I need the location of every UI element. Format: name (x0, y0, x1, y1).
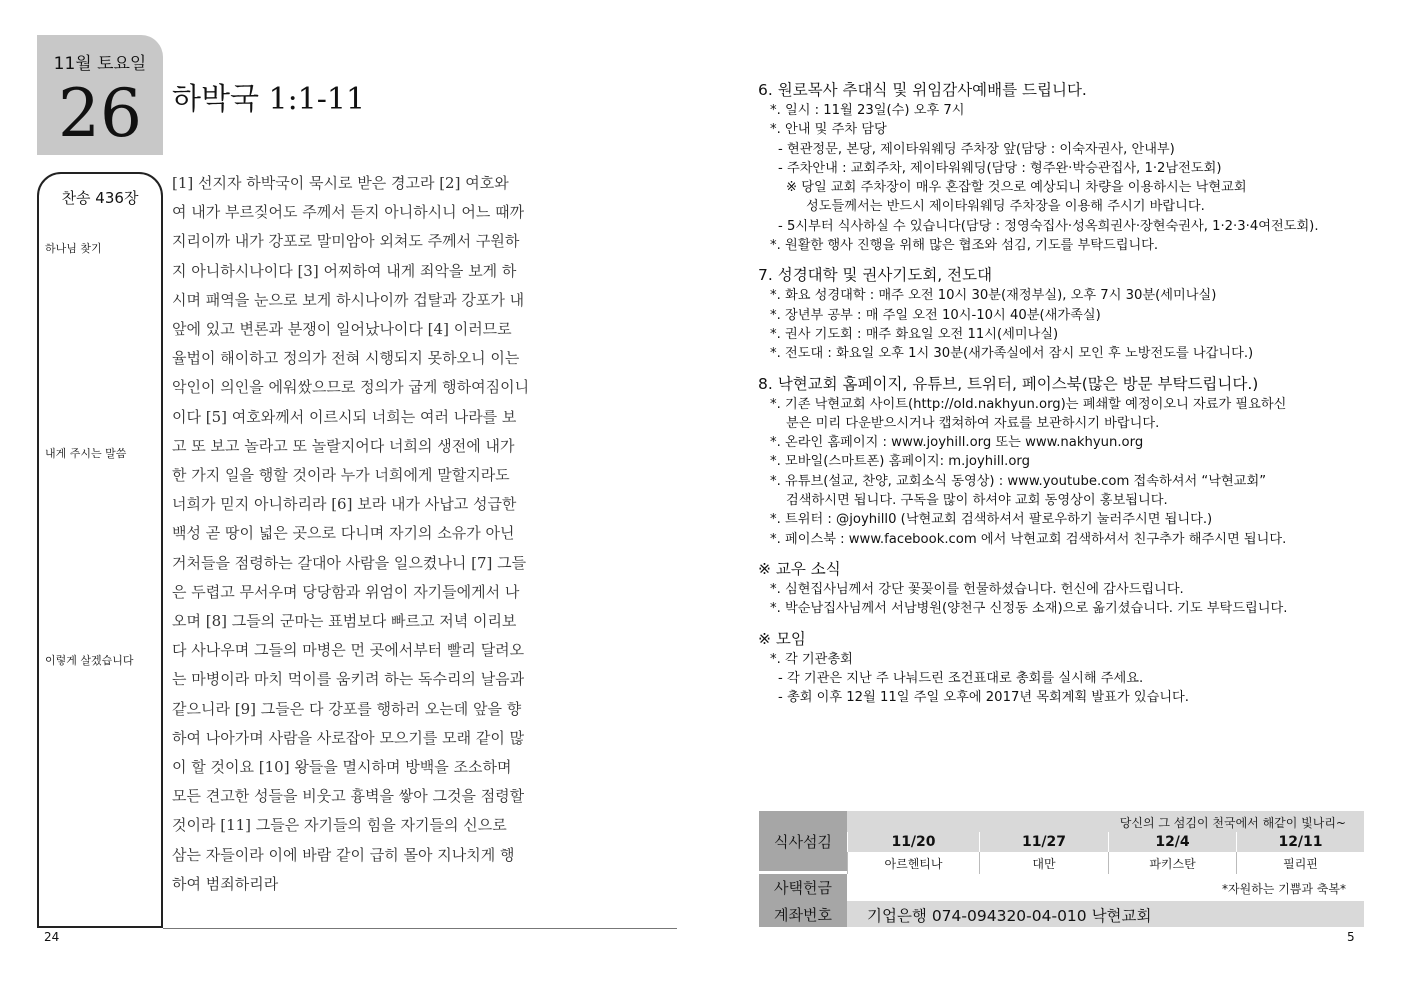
page-number-left: 24 (44, 930, 60, 944)
announcement-line: ※ 당일 교회 주차장이 매우 혼잡할 것으로 예상되니 차량을 이용하시는 낙현교회 (786, 180, 1247, 196)
date-cell: 12/11 (1236, 832, 1364, 852)
announcement-section (758, 80, 1368, 255)
announcement-line: *. 온라인 홈페이지 : www.joyhill.org 또는 www.nakhyun.org (770, 435, 1144, 451)
date-month: 11월 토요일 (53, 54, 147, 74)
scripture-line: 지 아니하시나이다 [3] 어찌하여 내게 죄악을 보게 하 (172, 261, 517, 280)
scripture-line: 너희가 믿지 아니하리라 [6] 보라 내가 사납고 성급한 (172, 495, 517, 514)
section-heading: 7. 성경대학 및 권사기도회, 전도대 (758, 266, 993, 285)
date-day: 26 (58, 75, 142, 152)
scripture-line: 고 또 보고 놀라고 또 놀랄지어다 너희의 생전에 내가 (172, 436, 515, 455)
scripture-line: 악인이 의인을 에워쌌으므로 정의가 굽게 행하여짐이니 (172, 378, 530, 397)
account-label: 계좌번호 (759, 901, 847, 927)
section-how-to-live: 이렇게 살겠습니다 (45, 654, 134, 667)
date-cell: 11/20 (847, 832, 979, 852)
account-number: 기업은행 074-094320-04-010 낙현교회 (867, 907, 1152, 925)
announcement-line: 분은 미리 다운받으시거나 캡쳐하여 자료를 보관하시기 바랍니다. (786, 415, 1160, 431)
offering-row (847, 874, 1364, 901)
scripture-line: 앞에 있고 변론과 분쟁이 일어났나이다 [4] 이러므로 (172, 320, 512, 339)
scripture-line: [1] 선지자 하박국이 묵시로 받은 경고라 [2] 여호와 (172, 174, 509, 192)
announcement-line: *. 박순남집사님께서 서남병원(양천구 신정동 소재)으로 옮기셨습니다. 기도 부탁드립니다. (770, 601, 1288, 617)
scripture-line: 이다 [5] 여호와께서 이르시되 너희는 여러 나라를 보 (172, 407, 517, 426)
meal-service-table (759, 811, 1364, 927)
scripture-line: 삼는 자들이라 이에 바람 같이 급히 몰아 지나치게 행 (172, 845, 515, 864)
announcement-line: *. 원활한 행사 진행을 위해 많은 협조와 섬김, 기도를 부탁드립니다. (770, 238, 1159, 254)
country-cell: 필리핀 (1236, 852, 1364, 874)
announcement-line: - 주차안내 : 교회주차, 제이타워웨딩(담당 : 형주완·박승관집사, 1·2남전도회) (778, 160, 1222, 176)
announcement-line: 검색하시면 됩니다. 구독을 많이 하셔야 교회 동영상이 홍보됩니다. (786, 493, 1168, 509)
announcement-section (758, 559, 1368, 619)
account-row (847, 901, 1364, 927)
meal-label: 식사섬김 (759, 811, 847, 871)
scripture-line: 율법이 해이하고 정의가 전혀 시행되지 못하오니 이는 (172, 349, 520, 368)
announcement-line: *. 안내 및 주차 담당 (770, 122, 887, 138)
scripture-line: 백성 곧 땅이 넓은 곳으로 다니며 자기의 소유가 아닌 (172, 524, 515, 543)
scripture-line: 한 가지 일을 행할 것이라 누가 너희에게 말할지라도 (172, 466, 510, 485)
date-cell: 11/27 (979, 832, 1108, 852)
scripture-line: 여 내가 부르짖어도 주께서 듣지 아니하시니 어느 때까 (172, 203, 525, 222)
announcement-line: *. 일시 : 11월 23일(수) 오후 7시 (770, 103, 965, 118)
section-word-for-me: 내게 주시는 말씀 (45, 447, 127, 460)
scripture-line: 거처들을 점령하는 갈대아 사람을 일으켰나니 [7] 그들 (172, 553, 527, 572)
announcement-section (758, 374, 1368, 549)
announcement-line: *. 트위터 : @joyhill0 (낙현교회 검색하셔서 팔로우하기 눌러주시면 됩니다.) (770, 512, 1213, 528)
page-number-right: 5 (1347, 930, 1355, 944)
scripture-line: 다 사나우며 그들의 마병은 먼 곳에서부터 빨리 달려오 (172, 641, 525, 660)
meal-caption: 당신의 그 섬김이 천국에서 해같이 빛나리~ (1119, 816, 1346, 830)
announcement-line: *. 전도대 : 화요일 오후 1시 30분(새가족실에서 잠시 모인 후 노방전도를 나갑니다.) (770, 346, 1254, 362)
announcement-section (758, 629, 1368, 708)
country-cell: 아르헨티나 (847, 852, 979, 874)
announcement-line: *. 모바일(스마트폰) 홈페이지: m.joyhill.org (770, 454, 1030, 470)
divider-line (163, 928, 677, 929)
country-cell: 파키스탄 (1108, 852, 1236, 874)
scripture-line: 오며 [8] 그들의 군마는 표범보다 빠르고 저녁 이리보 (172, 612, 517, 631)
scripture-line: 하여 나아가며 사람을 사로잡아 모으기를 모래 같이 많 (172, 728, 525, 747)
scripture-line: 는 마병이라 마치 먹이를 움키려 하는 독수리의 날음과 (172, 670, 525, 689)
announcement-line: *. 각 기관총회 (770, 651, 853, 667)
announcement-line: *. 유튜브(설교, 찬양, 교회소식 동영상) : www.youtube.com 접속하셔서 “낙현교회” (770, 473, 1267, 489)
date-cell: 12/4 (1108, 832, 1236, 852)
scripture-line: 같으니라 [9] 그들은 다 강포를 행하러 오는데 앞을 향 (172, 699, 522, 718)
country-cell: 대만 (979, 852, 1108, 874)
scripture-line: 것이라 [11] 그들은 자기들의 힘을 자기들의 신으로 (172, 816, 507, 835)
scripture-line: 하여 범죄하리라 (172, 874, 279, 893)
offering-note: *자원하는 기쁨과 축복* (1222, 882, 1346, 896)
date-box (37, 35, 163, 155)
scripture-line: 이 할 것이요 [10] 왕들을 멸시하며 방백을 조소하며 (172, 758, 512, 777)
announcement-line: *. 장년부 공부 : 매 주일 오전 10시-10시 40분(새가족실) (770, 307, 1101, 323)
scripture-line: 모든 견고한 성들을 비웃고 흉벽을 쌓아 그것을 점령할 (172, 787, 525, 806)
scripture-line: 지리이까 내가 강포로 말미암아 외쳐도 주께서 구원하 (172, 232, 520, 251)
announcements (758, 80, 1368, 707)
section-heading: 6. 원로목사 추대식 및 위임감사예배를 드립니다. (758, 81, 1087, 99)
announcement-line: - 각 기관은 지난 주 나눠드린 조건표대로 총회를 실시해 주세요. (778, 670, 1144, 686)
announcement-line: *. 기존 낙현교회 사이트(http://old.nakhyun.org)는 폐쇄할 예정이오니 자료가 필요하신 (770, 396, 1287, 412)
announcement-line: - 5시부터 식사하실 수 있습니다(담당 : 정영숙집사·성옥희권사·장현숙권사, 1·2·3·4여전도회). (778, 218, 1319, 234)
scripture-title: 하박국 1:1-11 (172, 82, 366, 117)
announcement-line: *. 심현집사님께서 강단 꽃꽂이를 헌물하셨습니다. 헌신에 감사드립니다. (770, 581, 1184, 597)
section-seek-god: 하나님 찾기 (45, 242, 102, 255)
announcement-line: *. 페이스북 : www.facebook.com 에서 낙현교회 검색하셔서 친구추가 해주시면 됩니다. (770, 531, 1287, 547)
section-heading: ※ 교우 소식 (758, 559, 841, 578)
announcement-line: 성도들께서는 반드시 제이타워웨딩 주차장을 이용해 주시기 바랍니다. (806, 199, 1205, 215)
scripture-line: 은 두렵고 무서우며 당당함과 위엄이 자기들에게서 나 (172, 582, 520, 601)
scripture-line: 시며 패역을 눈으로 보게 하시나이까 겁탈과 강포가 내 (172, 290, 525, 309)
hymn-label: 찬송 436장 (61, 189, 139, 207)
announcement-line: *. 화요 성경대학 : 매주 오전 10시 30분(재정부실), 오후 7시 30분(세미나실) (770, 288, 1217, 304)
section-heading: 8. 낙현교회 홈페이지, 유튜브, 트위터, 페이스북(많은 방문 부탁드립니다.) (758, 374, 1259, 393)
announcement-section (758, 265, 1368, 363)
section-heading: ※ 모임 (758, 629, 806, 648)
announcement-line: *. 권사 기도회 : 매주 화요일 오전 11시(세미나실) (770, 326, 1059, 342)
scripture-text (172, 169, 592, 899)
announcement-line: - 총회 이후 12월 11일 주일 오후에 2017년 목회계획 발표가 있습니다. (778, 690, 1189, 706)
devotion-sidebar (37, 172, 163, 928)
caption-bar (847, 811, 1364, 832)
offering-label: 사택헌금 (759, 874, 847, 901)
announcement-line: - 현관정문, 본당, 제이타워웨딩 주차장 앞(담당 : 이숙자권사, 안내부) (778, 141, 1175, 157)
